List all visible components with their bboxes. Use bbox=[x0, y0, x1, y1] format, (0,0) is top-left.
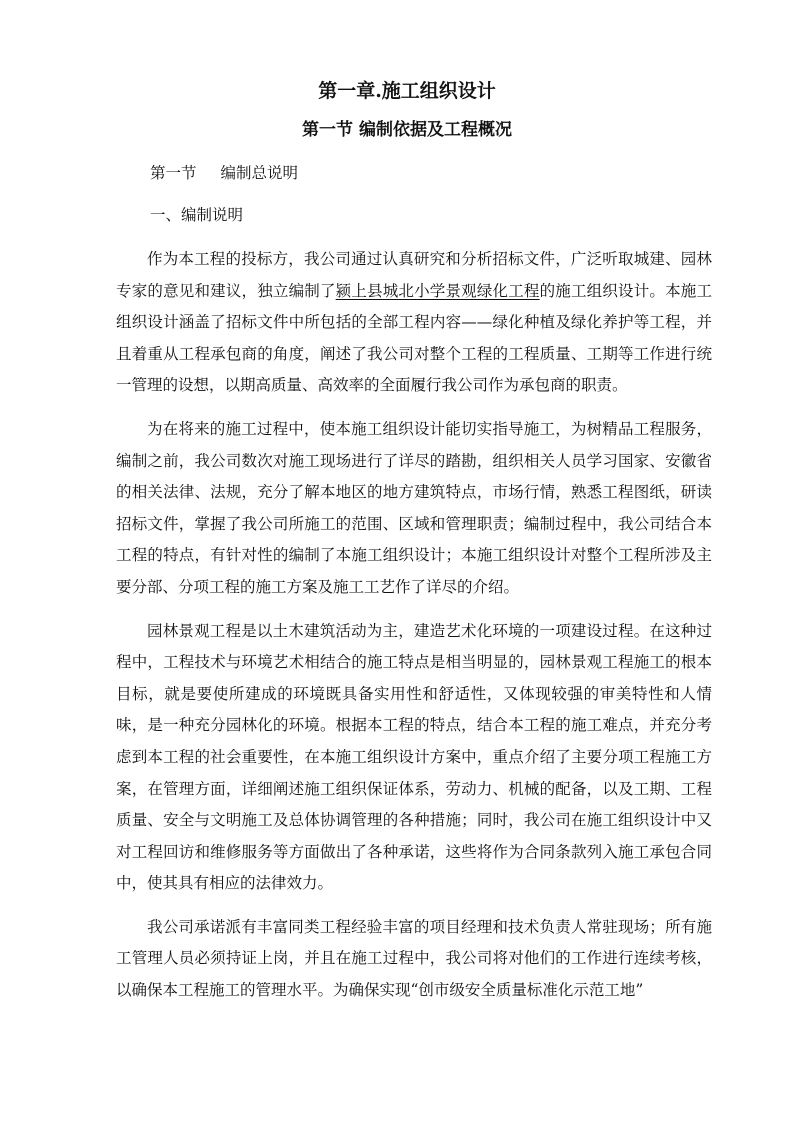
section-title: 第一节 编制依据及工程概况 bbox=[302, 120, 512, 140]
project-name: 颍上县城北小学景观绿化工程 bbox=[335, 281, 540, 300]
body-text bbox=[116, 244, 712, 1019]
paragraph-4: 我公司承诺派有丰富同类工程经验丰富的项目经理和技术负责人常驻现场；所有施工管理人员必须持证上岗，并且在施工过程中，我公司将对他们的工作进行连续考核，以确保本工程施工的管理水平。为确保实现“创市级安全质量标准化示范工地” bbox=[116, 917, 712, 1000]
item-heading: 一、编制说明 bbox=[150, 206, 244, 224]
paragraph-1-before: 作为本工程的投标方，我公司通过认真研究和分析招标文件，广泛听取城建、园林专家的意见和建议，独立编制了 bbox=[116, 250, 712, 300]
chapter-title: 第一章.施工组织设计 bbox=[318, 80, 496, 102]
paragraph-1 bbox=[116, 244, 712, 402]
subsection-label: 第一节 bbox=[150, 164, 197, 182]
subsection-heading bbox=[150, 162, 298, 184]
paragraph-2: 为在将来的施工过程中，使本施工组织设计能切实指导施工，为树精品工程服务，编制之前，我公司数次对施工现场进行了详尽的踏勘，组织相关人员学习国家、安徽省的相关法律、法规，充分了解本地区的地方建筑特点，市场行情，熟悉工程图纸，研读招标文件，掌握了我公司所施工的范围、区域和管理职责；编制过程中，我公司结合本工程的特点，有针对性的编制了本施工组织设计；本施工组织设计对整个工程所涉及主要分部、分项工程的施工方案及施工工艺作了详尽的介绍。 bbox=[116, 419, 712, 596]
paragraph-1-after: 的施工组织设计。本施工组织设计涵盖了招标文件中所包括的全部工程内容——绿化种植及绿化养护等工程，并且着重从工程承包商的角度，阐述了我公司对整个工程的工程质量、工期等工作进行统一管理的设想，以期高质量、高效率的全面履行我公司作为承包商的职责。 bbox=[116, 281, 712, 395]
subsection-text: 编制总说明 bbox=[220, 164, 299, 182]
paragraph-3: 园林景观工程是以土木建筑活动为主，建造艺术化环境的一项建设过程。在这种过程中，工程技术与环境艺术相结合的施工特点是相当明显的，园林景观工程施工的根本目标，就是要使所建成的环境既具备实用性和舒适性，又体现较强的审美特性和人情味，是一种充分园林化的环境。根据本工程的特点，结合本工程的施工难点，并充分考虑到本工程的社会重要性，在本施工组织设计方案中，重点介绍了主要分项工程施工方案，在管理方面，详细阐述施工组织保证体系，劳动力、机械的配备，以及工期、工程质量、安全与文明施工及总体协调管理的各种措施；同时，我公司在施工组织设计中又对工程回访和维修服务等方面做出了各种承诺，这些将作为合同条款列入施工承包合同中，使其具有相应的法律效力。 bbox=[116, 621, 712, 893]
